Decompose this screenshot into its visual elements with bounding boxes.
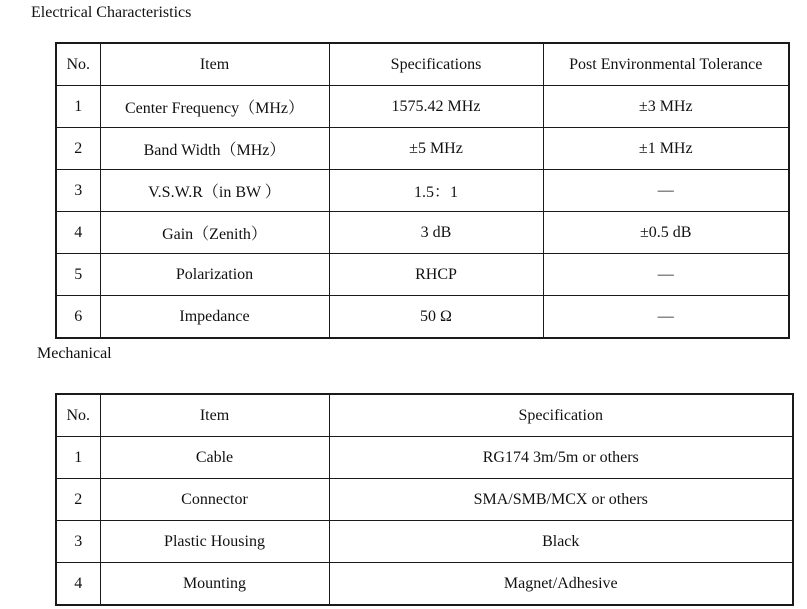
cell-specification: Magnet/Adhesive [329, 563, 793, 606]
electrical-characteristics-heading: Electrical Characteristics [31, 4, 192, 21]
table-row [56, 170, 789, 212]
cell-item: Band Width（MHz） [100, 128, 329, 170]
cell-specification: 1575.42 MHz [329, 86, 543, 128]
table-row [56, 86, 789, 128]
cell-tolerance: ±1 MHz [543, 128, 789, 170]
cell-specification: Black [329, 521, 793, 563]
table-row [56, 563, 793, 606]
header-no: No. [56, 394, 100, 437]
cell-no: 1 [56, 437, 100, 479]
table-row [56, 212, 789, 254]
cell-no: 1 [56, 86, 100, 128]
header-item: Item [100, 43, 329, 86]
table-header-row [56, 43, 789, 86]
cell-no: 5 [56, 254, 100, 296]
table-row [56, 521, 793, 563]
cell-tolerance: — [543, 254, 789, 296]
mechanical-table [55, 393, 794, 606]
cell-no: 4 [56, 563, 100, 606]
table-row [56, 437, 793, 479]
cell-item: Gain（Zenith） [100, 212, 329, 254]
cell-tolerance: — [543, 296, 789, 339]
electrical-characteristics-table [55, 42, 790, 339]
cell-specification: 1.5：1 [329, 170, 543, 212]
cell-item: Cable [100, 437, 329, 479]
cell-tolerance: ±0.5 dB [543, 212, 789, 254]
cell-item: Center Frequency（MHz） [100, 86, 329, 128]
cell-item: V.S.W.R（in BW ） [100, 170, 329, 212]
cell-specification: ±5 MHz [329, 128, 543, 170]
cell-tolerance: — [543, 170, 789, 212]
cell-item: Connector [100, 479, 329, 521]
cell-no: 3 [56, 170, 100, 212]
cell-specification: SMA/SMB/MCX or others [329, 479, 793, 521]
cell-item: Polarization [100, 254, 329, 296]
table-row [56, 254, 789, 296]
table-row [56, 479, 793, 521]
cell-no: 3 [56, 521, 100, 563]
cell-no: 2 [56, 479, 100, 521]
cell-specification: RG174 3m/5m or others [329, 437, 793, 479]
header-post-environmental-tolerance: Post Environmental Tolerance [543, 43, 789, 86]
table-row [56, 296, 789, 339]
header-item: Item [100, 394, 329, 437]
cell-tolerance: ±3 MHz [543, 86, 789, 128]
cell-item: Impedance [100, 296, 329, 339]
table-row [56, 128, 789, 170]
cell-item: Mounting [100, 563, 329, 606]
cell-specification: 3 dB [329, 212, 543, 254]
mechanical-heading: Mechanical [37, 345, 112, 362]
cell-no: 6 [56, 296, 100, 339]
cell-no: 4 [56, 212, 100, 254]
header-specification: Specification [329, 394, 793, 437]
header-specifications: Specifications [329, 43, 543, 86]
cell-item: Plastic Housing [100, 521, 329, 563]
cell-no: 2 [56, 128, 100, 170]
table-header-row [56, 394, 793, 437]
cell-specification: 50 Ω [329, 296, 543, 339]
cell-specification: RHCP [329, 254, 543, 296]
header-no: No. [56, 43, 100, 86]
